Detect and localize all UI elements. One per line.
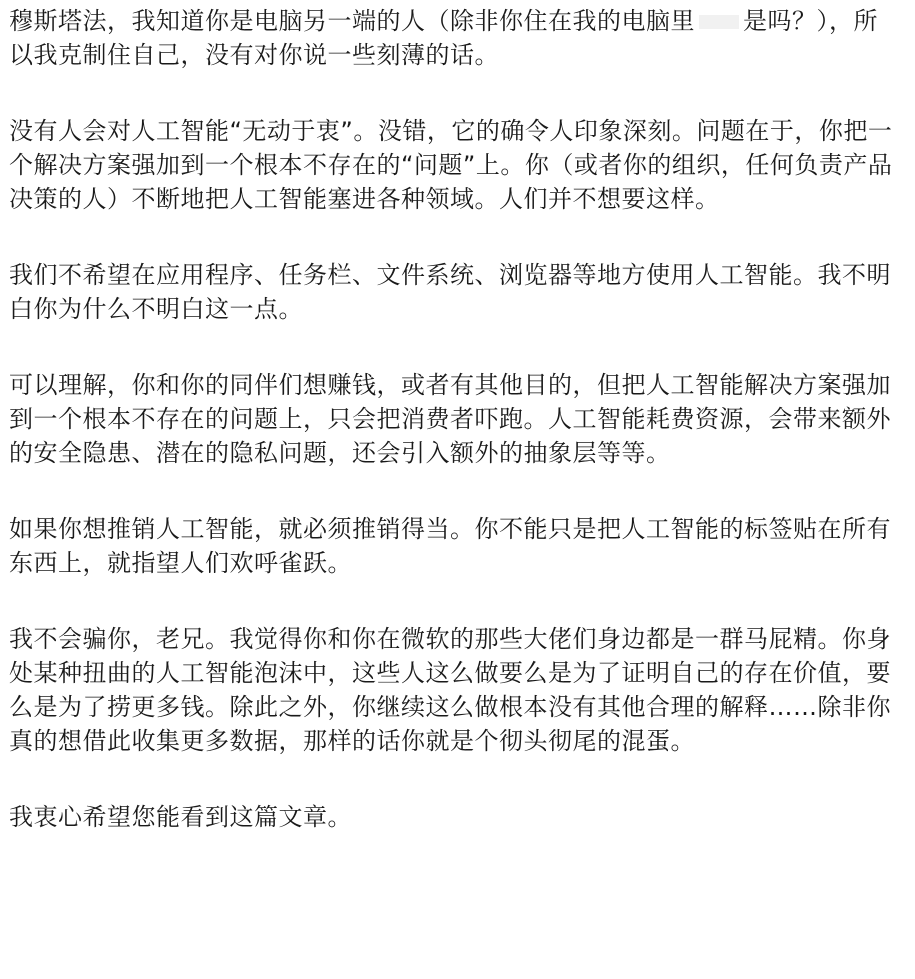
paragraph-4: 可以理解，你和你的同伴们想赚钱，或者有其他目的，但把人工智能解决方案强加到一个根本不存在的问题上，只会把消费者吓跑。人工智能耗费资源，会带来额外的安全隐患、潜在的隐私问题，还会引入额外的抽象层等等。 (9, 371, 891, 467)
paragraph-7: 我衷心希望您能看到这篇文章。 (9, 803, 352, 831)
paragraph-1 (9, 4, 901, 72)
paragraph-3: 我们不希望在应用程序、任务栏、文件系统、浏览器等地方使用人工智能。我不明白你为什么不明白这一点。 (9, 261, 891, 323)
paragraph-1-text-after: 是吗？），所以我克制住自己，没有对你说一些刻薄的话。 (9, 7, 878, 69)
paragraph-5: 如果你想推销人工智能，就必须推销得当。你不能只是把人工智能的标签贴在所有东西上，就指望人们欢呼雀跃。 (9, 515, 891, 577)
paragraph-1-text-before: 穆斯塔法，我知道你是电脑另一端的人（除非你住在我的电脑里 (9, 7, 695, 35)
paragraph-2: 没有人会对人工智能“无动于衷”。没错，它的确令人印象深刻。问题在于，你把一个解决方案强加到一个根本不存在的“问题”上。你（或者你的组织，任何负责产品决策的人）不断地把人工智能塞进各种领域。人们并不想要这样。 (9, 117, 893, 213)
paragraph-6: 我不会骗你，老兄。我觉得你和你在微软的那些大佬们身边都是一群马屁精。你身处某种扭曲的人工智能泡沫中，这些人这么做要么是为了证明自己的存在价值，要么是为了捞更多钱。除此之外，你继续这么做根本没有其他合理的解释……除非你真的想借此收集更多数据，那样的话你就是个彻头彻尾的混蛋。 (9, 625, 891, 755)
redacted-text-block (699, 15, 739, 29)
